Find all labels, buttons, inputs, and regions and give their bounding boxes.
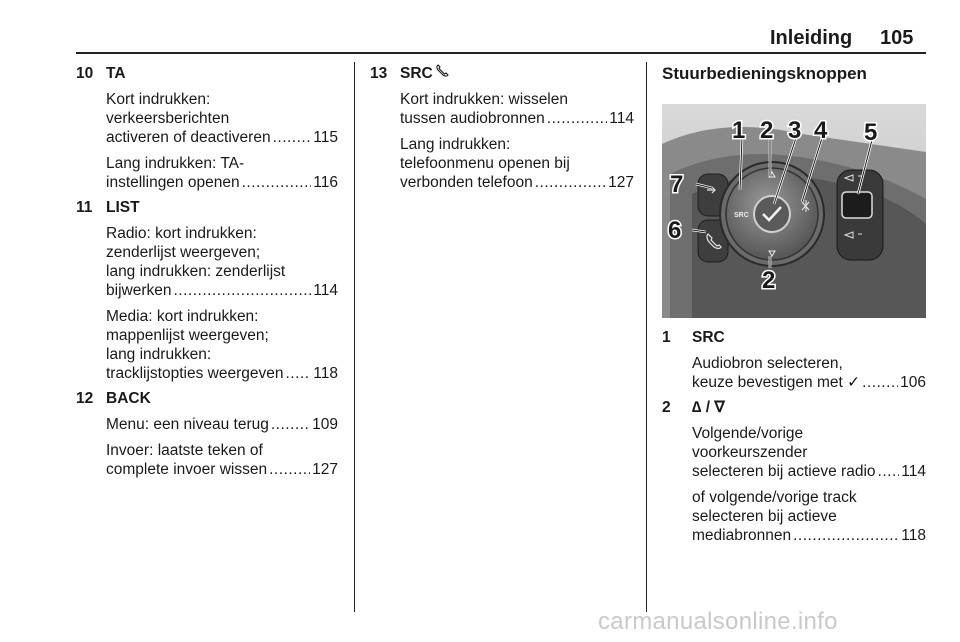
ref-text: selecteren bij actieve radio: [692, 463, 876, 480]
callout-1: 1: [732, 117, 746, 144]
text-line: telefoonmenu openen bij: [400, 155, 570, 172]
entry-block: [106, 441, 338, 479]
page-ref: 118: [901, 527, 926, 544]
dot-leader: [533, 173, 606, 192]
text-line: Lang indrukken: TA-: [106, 155, 245, 172]
header-rule: [76, 52, 926, 54]
page-ref: 115: [313, 129, 338, 146]
steering-wheel-illustration: [662, 104, 926, 318]
entry-block: [692, 354, 926, 392]
text-line: mappenlijst weergeven;: [106, 327, 269, 344]
dot-leader: [171, 281, 311, 300]
text-line: lang indrukken: zenderlijst: [106, 263, 286, 280]
page-ref: 114: [313, 282, 338, 299]
callout-3: 3: [788, 117, 802, 144]
callout-6: 6: [668, 217, 682, 244]
dot-leader: [791, 526, 899, 545]
text-line: Radio: kort indrukken:: [106, 225, 257, 242]
callout-7: 7: [670, 171, 684, 198]
entry-block: [400, 135, 634, 192]
ref-text: tussen audiobronnen: [400, 110, 545, 127]
page-ref: 118: [313, 365, 338, 382]
entry-block: [106, 307, 338, 383]
right-column: [662, 64, 926, 551]
entry-number: 13: [370, 65, 388, 82]
text-line: Invoer: laatste teken of: [106, 442, 263, 459]
column-divider-right: [646, 62, 647, 612]
callout-5: 5: [864, 119, 878, 146]
text-line: Media: kort indrukken:: [106, 308, 259, 325]
entry-number: 1: [662, 329, 671, 346]
entry-number: 10: [76, 65, 94, 82]
entry-block: [106, 154, 338, 192]
page-ref: 109: [312, 416, 338, 433]
ref-text: keuze bevestigen met ✓: [692, 374, 861, 391]
ref-text: bijwerken: [106, 282, 172, 299]
ref-text: complete invoer wissen: [106, 461, 268, 478]
dot-leader: [545, 109, 607, 128]
dot-leader: [283, 364, 311, 383]
text-line: voorkeurszender: [692, 444, 808, 461]
entry-block: [106, 224, 338, 300]
ref-text: mediabronnen: [692, 527, 792, 544]
entry-label: TA: [106, 65, 126, 82]
text-line: verkeersberichten: [106, 110, 230, 127]
entry-label: SRC: [400, 65, 433, 82]
callout-2: 2: [760, 117, 774, 144]
page-number: 105: [880, 27, 914, 49]
section-title: Stuurbedieningsknoppen: [662, 64, 867, 83]
entry-block: [692, 488, 926, 545]
entry-up-down: [662, 398, 926, 545]
entry-block: [106, 415, 338, 434]
dot-leader: [269, 415, 310, 434]
entry-src: [662, 328, 926, 392]
entry-block: [106, 90, 338, 147]
text-line: zenderlijst weergeven;: [106, 244, 261, 261]
text-line: Lang indrukken:: [400, 136, 511, 153]
page-ref: 114: [609, 110, 634, 127]
phone-icon: [435, 64, 449, 83]
dot-leader: [267, 460, 310, 479]
entry-list: [76, 198, 338, 383]
text-line: Kort indrukken:: [106, 91, 211, 108]
dot-leader: [271, 128, 312, 147]
entry-src-phone: [370, 64, 634, 192]
dot-leader: [240, 173, 312, 192]
entry-ta: [76, 64, 338, 192]
entry-back: [76, 389, 338, 479]
watermark: carmanualsonline.info: [598, 608, 838, 635]
dot-leader: [860, 373, 898, 392]
text-line: Volgende/vorige: [692, 425, 804, 442]
text-line: Audiobron selecteren,: [692, 355, 843, 372]
entry-number: 2: [662, 399, 671, 416]
callout-4: 4: [814, 117, 828, 144]
entry-label: LIST: [106, 199, 140, 216]
entry-block: [400, 90, 634, 128]
ref-text: tracklijstopties weergeven: [106, 365, 284, 382]
page-ref: 127: [312, 461, 338, 478]
ref-text: Menu: een niveau terug: [106, 416, 269, 433]
entry-block: [692, 424, 926, 481]
ref-text: verbonden telefoon: [400, 174, 533, 191]
left-column: [76, 64, 338, 485]
steering-wheel-figure: [662, 104, 926, 318]
text-line: lang indrukken:: [106, 346, 212, 363]
dot-leader: [876, 462, 900, 481]
header-title: Inleiding: [770, 27, 853, 49]
text-line: selecteren bij actieve: [692, 508, 837, 525]
ref-text: activeren of deactiveren: [106, 129, 271, 146]
column-divider-left: [354, 62, 355, 612]
text-line: of volgende/vorige track: [692, 489, 857, 506]
text-line: Kort indrukken: wisselen: [400, 91, 568, 108]
callout-2-bottom: 2: [762, 267, 776, 294]
ref-text: instellingen openen: [106, 174, 240, 191]
entry-label: ∆ / ∇: [692, 399, 725, 416]
entry-number: 11: [76, 199, 93, 216]
entry-label: BACK: [106, 390, 151, 407]
page-ref: 116: [313, 174, 338, 191]
page-ref: 127: [608, 174, 634, 191]
page-ref: 106: [900, 374, 926, 391]
entry-number: 12: [76, 390, 94, 407]
src-button-label: SRC: [734, 212, 749, 219]
entry-label: SRC: [692, 329, 725, 346]
middle-column: [370, 64, 634, 198]
page-ref: 114: [901, 463, 926, 480]
